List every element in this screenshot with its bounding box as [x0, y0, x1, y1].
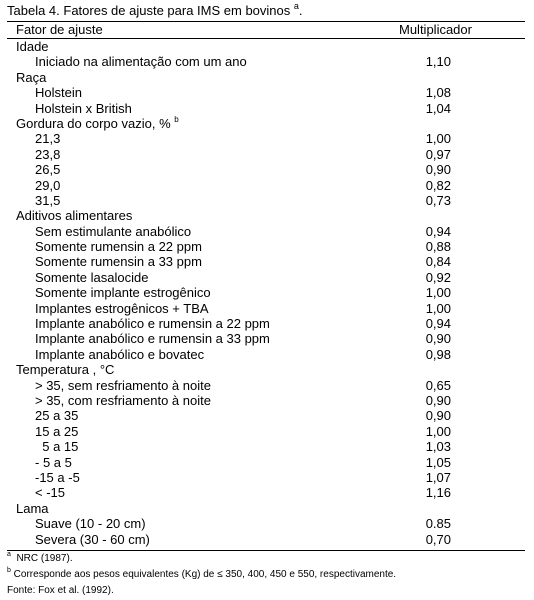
label-text: 15 a 25 [35, 423, 79, 439]
table-row [7, 147, 525, 162]
multiplier-value: 0,90 [425, 392, 451, 408]
multiplier-value: 0,97 [425, 146, 451, 162]
factor-label [35, 193, 60, 208]
table-row [7, 316, 525, 331]
factor-label [35, 516, 146, 531]
category-row [7, 70, 525, 85]
label-text: Lama [16, 500, 49, 516]
footnote-text: Corresponde aos pesos equivalentes (Kg) de ≤ 350, 400, 450 e 550, respectivamente. [10, 569, 397, 580]
table-row [7, 485, 525, 500]
factor-label [35, 532, 150, 547]
factor-label [35, 178, 60, 193]
label-text: 21,3 [35, 131, 61, 147]
multiplier-value: 1,08 [425, 85, 451, 101]
label-text: - 5 a 5 [35, 454, 72, 470]
label-text: Implante anabólico e rumensin a 33 ppm [35, 331, 270, 347]
label-text: 5 a 15 [35, 439, 79, 455]
caption-tail: . [298, 3, 303, 18]
label-text: Somente rumensin a 33 ppm [35, 254, 202, 270]
label-text: 23,8 [35, 146, 61, 162]
factor-label [35, 101, 132, 116]
factor-label [35, 270, 148, 285]
factor-label [35, 347, 204, 362]
table-row [7, 470, 525, 485]
caption-footnote-marker: a [293, 0, 299, 11]
table-body [7, 39, 525, 547]
label-text: Somente lasalocide [35, 269, 149, 285]
factor-label [35, 131, 60, 146]
table-row [7, 85, 525, 100]
label-text: Holstein [35, 85, 82, 101]
multiplier-value: 1,00 [425, 423, 451, 439]
multiplier-value: 0,94 [425, 223, 451, 239]
label-text: Aditivos alimentares [16, 208, 133, 224]
table-row [7, 439, 525, 454]
category-label [16, 362, 114, 377]
factor-label [35, 316, 270, 331]
label-text: 29,0 [35, 177, 61, 193]
factor-label [35, 378, 211, 393]
factor-label [35, 455, 72, 470]
multiplier-value: 0,92 [425, 269, 451, 285]
category-row [7, 208, 525, 223]
table-caption [7, 2, 303, 19]
category-row [7, 501, 525, 516]
factor-label [35, 254, 202, 269]
factor-label [35, 147, 60, 162]
multiplier-value: 1,03 [425, 439, 451, 455]
category-label [16, 70, 46, 85]
column-header-factor: Fator de ajuste [16, 22, 103, 37]
footnote-text: Fonte: Fox et al. (1992). [7, 585, 114, 596]
multiplier-value: 1,00 [425, 300, 451, 316]
multiplier-value: 0,90 [425, 331, 451, 347]
factor-label [35, 285, 211, 300]
table-row [7, 285, 525, 300]
label-text: 26,5 [35, 162, 61, 178]
factor-label [35, 224, 191, 239]
table-row [7, 178, 525, 193]
factor-label [35, 301, 209, 316]
multiplier-value: 0,94 [425, 316, 451, 332]
label-text: Idade [16, 39, 49, 54]
footnote-line [7, 567, 527, 583]
multiplier-value: 1,16 [425, 485, 451, 501]
table-footnotes [7, 551, 527, 599]
table-row [7, 424, 525, 439]
label-text: Severa (30 - 60 cm) [35, 531, 150, 547]
multiplier-value: 0,84 [425, 254, 451, 270]
multiplier-value: 0,98 [425, 346, 451, 362]
footnote-line [7, 583, 527, 599]
label-text: Implante anabólico e bovatec [35, 346, 205, 362]
table-row [7, 54, 525, 69]
table-row [7, 347, 525, 362]
label-text: > 35, com resfriamento à noite [35, 392, 211, 408]
factor-label [35, 485, 65, 500]
category-row [7, 362, 525, 377]
table-row [7, 270, 525, 285]
footnote-marker: b [7, 566, 11, 574]
factor-label [35, 470, 80, 485]
table-row [7, 378, 525, 393]
factor-label [35, 162, 60, 177]
factor-label [35, 424, 78, 439]
label-text: Raça [16, 69, 47, 85]
label-text: Implante anabólico e rumensin a 22 ppm [35, 316, 270, 332]
label-text: Suave (10 - 20 cm) [35, 516, 146, 532]
footnote-marker: b [174, 114, 179, 124]
column-header-multiplier: Multiplicador [399, 22, 472, 37]
label-text: Sem estimulante anabólico [35, 223, 192, 239]
category-row [7, 116, 525, 131]
factor-label [35, 408, 78, 423]
multiplier-value: 1,07 [425, 469, 451, 485]
label-text: Somente rumensin a 22 ppm [35, 239, 202, 255]
table-row [7, 532, 525, 547]
table-row [7, 239, 525, 254]
factor-label [35, 54, 247, 69]
label-text: 31,5 [35, 192, 61, 208]
multiplier-value: 1,04 [425, 100, 451, 116]
multiplier-value: 1,10 [425, 54, 451, 70]
caption-text: Tabela 4. Fatores de ajuste para IMS em bovinos [7, 3, 294, 18]
factor-label [35, 85, 82, 100]
table-row [7, 393, 525, 408]
table-row [7, 408, 525, 423]
factor-label [35, 439, 78, 454]
label-text: Somente implante estrogênico [35, 285, 211, 301]
factor-label [35, 393, 211, 408]
table-row [7, 516, 525, 531]
footnote-text: NRC (1987). [10, 553, 73, 564]
category-label [16, 208, 132, 223]
multiplier-value: 0,70 [425, 531, 451, 547]
label-text: < -15 [35, 485, 65, 501]
table-row [7, 162, 525, 177]
table-row [7, 455, 525, 470]
multiplier-value: 0,73 [425, 192, 451, 208]
multiplier-value: 0,90 [425, 408, 451, 424]
table-row [7, 131, 525, 146]
label-text: > 35, sem resfriamento à noite [35, 377, 211, 393]
table-row [7, 224, 525, 239]
multiplier-value: 0.85 [425, 516, 451, 532]
label-text: Gordura do corpo vazio, % [16, 115, 175, 131]
category-label [16, 116, 179, 131]
category-label [16, 39, 49, 54]
factor-label [35, 239, 202, 254]
table-row [7, 331, 525, 346]
table-row [7, 193, 525, 208]
label-text: Implantes estrogênicos + TBA [35, 300, 209, 316]
factor-label [35, 331, 270, 346]
label-text: -15 a -5 [35, 469, 80, 485]
label-text: 25 a 35 [35, 408, 79, 424]
multiplier-value: 0,82 [425, 177, 451, 193]
multiplier-value: 0,65 [425, 377, 451, 393]
table-row [7, 254, 525, 269]
label-text: Holstein x British [35, 100, 132, 116]
multiplier-value: 1,00 [425, 285, 451, 301]
multiplier-value: 1,00 [425, 131, 451, 147]
multiplier-value: 0,90 [425, 162, 451, 178]
table-row [7, 101, 525, 116]
multiplier-value: 1,05 [425, 454, 451, 470]
footnote-line [7, 551, 527, 567]
footnote-marker: a [7, 550, 11, 558]
category-label [16, 501, 49, 516]
label-text: Temperatura , °C [16, 362, 115, 378]
label-text: Iniciado na alimentação com um ano [35, 54, 247, 70]
category-row [7, 39, 525, 54]
table-row [7, 301, 525, 316]
multiplier-value: 0,88 [425, 239, 451, 255]
